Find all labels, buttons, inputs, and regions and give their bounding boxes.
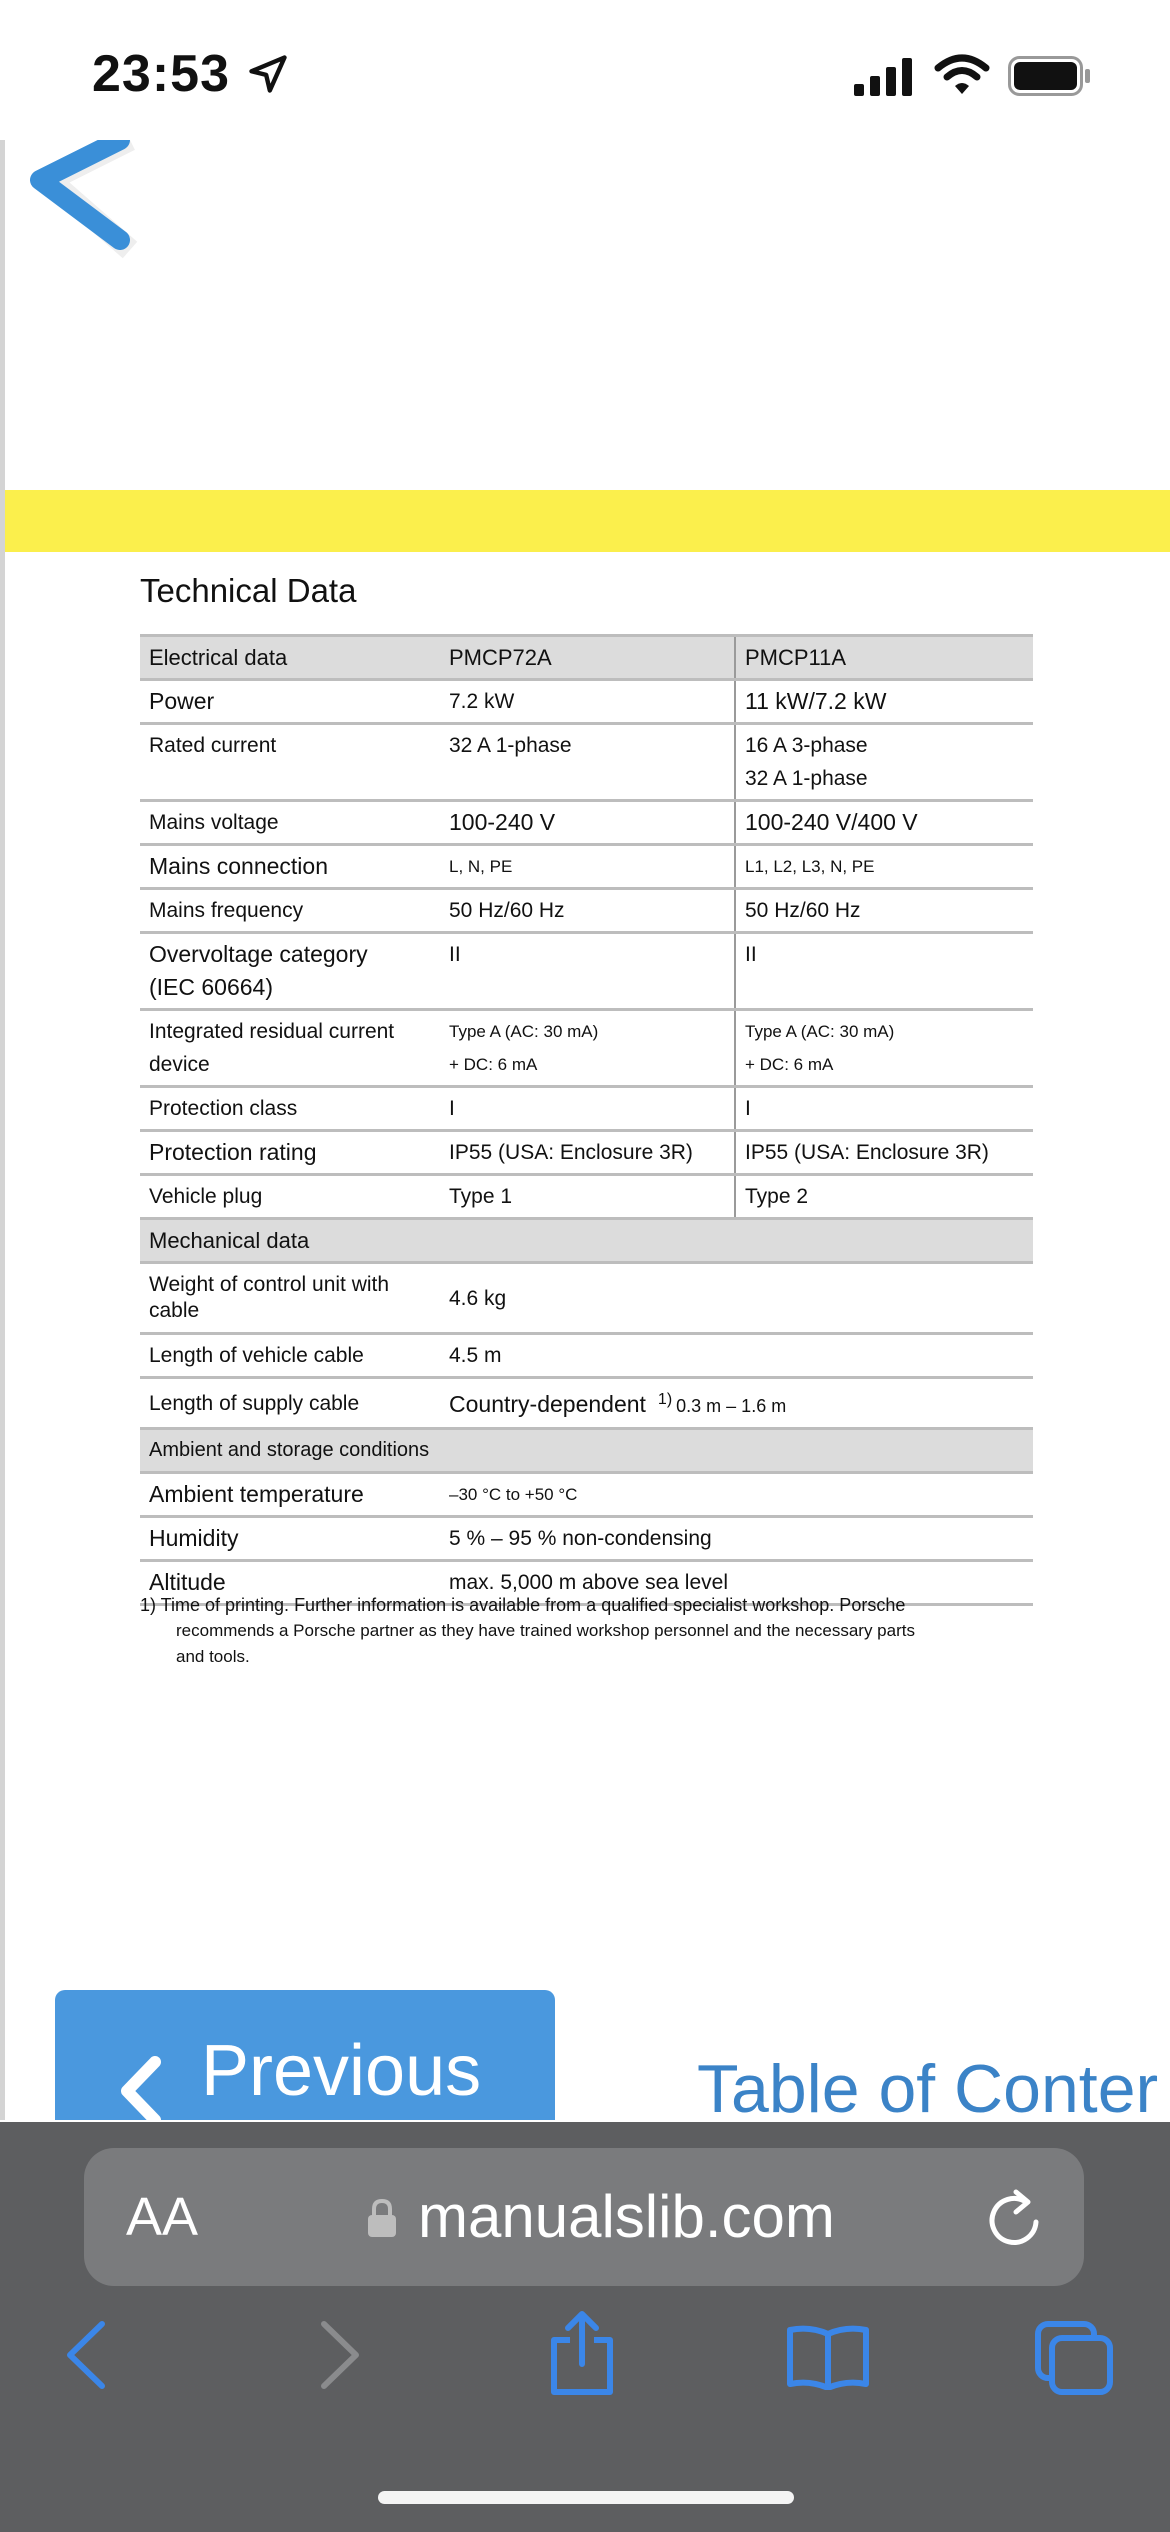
row-label: Mains voltage (140, 801, 440, 845)
table-row (140, 889, 1033, 933)
table-of-contents-link[interactable]: Table of Conter (697, 2051, 1159, 2120)
row-value: Type 1 (440, 1175, 735, 1219)
highlight-band (5, 490, 1170, 552)
reader-options-button[interactable] (126, 2186, 198, 2248)
row-value: –30 °C to +50 °C (440, 1473, 1033, 1517)
table-row (140, 1517, 1033, 1561)
row-value: I (735, 1087, 1033, 1131)
row-value: max. 5,000 m above sea level (440, 1561, 1033, 1605)
header-cell: PMCP72A (440, 636, 735, 680)
header-cell: PMCP11A (735, 636, 1033, 680)
row-label: Length of vehicle cable (140, 1334, 440, 1378)
location-arrow-icon (246, 52, 290, 96)
label-line: Overvoltage category (149, 941, 368, 967)
row-value: 7.2 kW (440, 680, 735, 724)
bookmarks-icon[interactable] (786, 2324, 870, 2390)
table-row (140, 845, 1033, 889)
wifi-icon (934, 54, 990, 96)
status-bar (0, 0, 1170, 140)
footnote-value: 0.3 m – 1.6 m (676, 1396, 787, 1416)
row-value (440, 1378, 1033, 1429)
value-line: + DC: 6 mA (449, 1055, 538, 1074)
value-line: Type A (AC: 30 mA) (449, 1022, 599, 1041)
row-value: 32 A 1-phase (440, 724, 735, 801)
label-line: Weight of control unit with (149, 1273, 390, 1296)
row-value: II (735, 933, 1033, 1010)
row-label: Humidity (140, 1517, 440, 1561)
row-value: 5 % – 95 % non-condensing (440, 1517, 1033, 1561)
table-row (140, 801, 1033, 845)
row-value: 100-240 V/400 V (735, 801, 1033, 845)
previous-label: Previous (201, 2031, 482, 2111)
row-label (140, 1263, 440, 1334)
label-line: device (149, 1053, 210, 1076)
value-line: + DC: 6 mA (745, 1055, 834, 1074)
row-label: Vehicle plug (140, 1175, 440, 1219)
row-label (140, 933, 440, 1010)
row-label (140, 1010, 440, 1087)
status-time: 23:53 (92, 45, 230, 103)
row-value: I (440, 1087, 735, 1131)
footnote-line: 1) Time of printing. Further information is available from a qualified specialist workshop. Porsche (140, 1595, 906, 1615)
section-header: Mechanical data (140, 1219, 1033, 1263)
footnote (140, 1592, 940, 1670)
cellular-signal-icon (854, 58, 914, 96)
forward-icon[interactable] (318, 2320, 362, 2390)
table-row (140, 1175, 1033, 1219)
footnote-line: and tools. (176, 1647, 250, 1666)
row-label: Power (140, 680, 440, 724)
url-text[interactable]: manualslib.com (418, 2183, 835, 2250)
header-cell: Electrical data (140, 636, 440, 680)
section-header: Ambient and storage conditions (140, 1429, 1033, 1473)
row-value: IP55 (USA: Enclosure 3R) (735, 1131, 1033, 1175)
row-value (735, 724, 1033, 801)
table-row (140, 1087, 1033, 1131)
row-value: 50 Hz/60 Hz (735, 889, 1033, 933)
table-row (140, 1263, 1033, 1334)
battery-icon (1008, 56, 1092, 96)
home-indicator (378, 2491, 794, 2504)
row-label: Ambient temperature (140, 1473, 440, 1517)
row-label: Mains connection (140, 845, 440, 889)
back-icon[interactable] (64, 2320, 108, 2390)
table-row (140, 1010, 1033, 1087)
page-left-edge (0, 140, 5, 2120)
table-row (140, 1378, 1033, 1429)
footnote-mark: 1) (657, 1391, 673, 1408)
row-value: II (440, 933, 735, 1010)
table-header-row (140, 636, 1033, 680)
reload-icon[interactable] (986, 2188, 1042, 2248)
value-text: Country-dependent (449, 1391, 646, 1417)
row-label: Length of supply cable (140, 1378, 440, 1429)
share-icon[interactable] (548, 2310, 616, 2396)
label-line: (IEC 60664) (149, 974, 274, 1000)
table-row (140, 1334, 1033, 1378)
value-line: Type A (AC: 30 mA) (745, 1022, 895, 1041)
table-row (140, 1131, 1033, 1175)
aa-label: AA (126, 2187, 199, 2247)
row-label: Altitude (140, 1561, 440, 1605)
section-header-row (140, 1219, 1033, 1263)
row-value: 4.6 kg (440, 1263, 1033, 1334)
chevron-left-icon (115, 2056, 165, 2120)
table-row (140, 680, 1033, 724)
row-value: L1, L2, L3, N, PE (735, 845, 1033, 889)
back-chevron-icon[interactable] (30, 140, 160, 270)
previous-page-button[interactable] (55, 1990, 555, 2120)
label-line: cable (149, 1299, 200, 1322)
row-value: 50 Hz/60 Hz (440, 889, 735, 933)
row-value: 11 kW/7.2 kW (735, 680, 1033, 724)
label-line: Integrated residual current (149, 1020, 395, 1043)
row-value (735, 1010, 1033, 1087)
table-row (140, 724, 1033, 801)
value-line: 16 A 3-phase (745, 734, 868, 757)
row-value: L, N, PE (440, 845, 735, 889)
row-label: Protection rating (140, 1131, 440, 1175)
row-value: Type 2 (735, 1175, 1033, 1219)
tabs-icon[interactable] (1034, 2320, 1114, 2396)
row-label: Protection class (140, 1087, 440, 1131)
technical-data-table (140, 634, 1033, 1606)
table-row (140, 933, 1033, 1010)
section-header-row (140, 1429, 1033, 1473)
value-line: 32 A 1-phase (745, 767, 868, 790)
footnote-line: recommends a Porsche partner as they have trained workshop personnel and the necessary parts (176, 1621, 915, 1640)
row-value: 100-240 V (440, 801, 735, 845)
row-label: Mains frequency (140, 889, 440, 933)
row-label: Rated current (140, 724, 440, 801)
page-title: Technical Data (140, 572, 357, 609)
row-value: IP55 (USA: Enclosure 3R) (440, 1131, 735, 1175)
lock-icon (366, 2197, 398, 2239)
table-row (140, 1473, 1033, 1517)
row-value (440, 1010, 735, 1087)
row-value: 4.5 m (440, 1334, 1033, 1378)
